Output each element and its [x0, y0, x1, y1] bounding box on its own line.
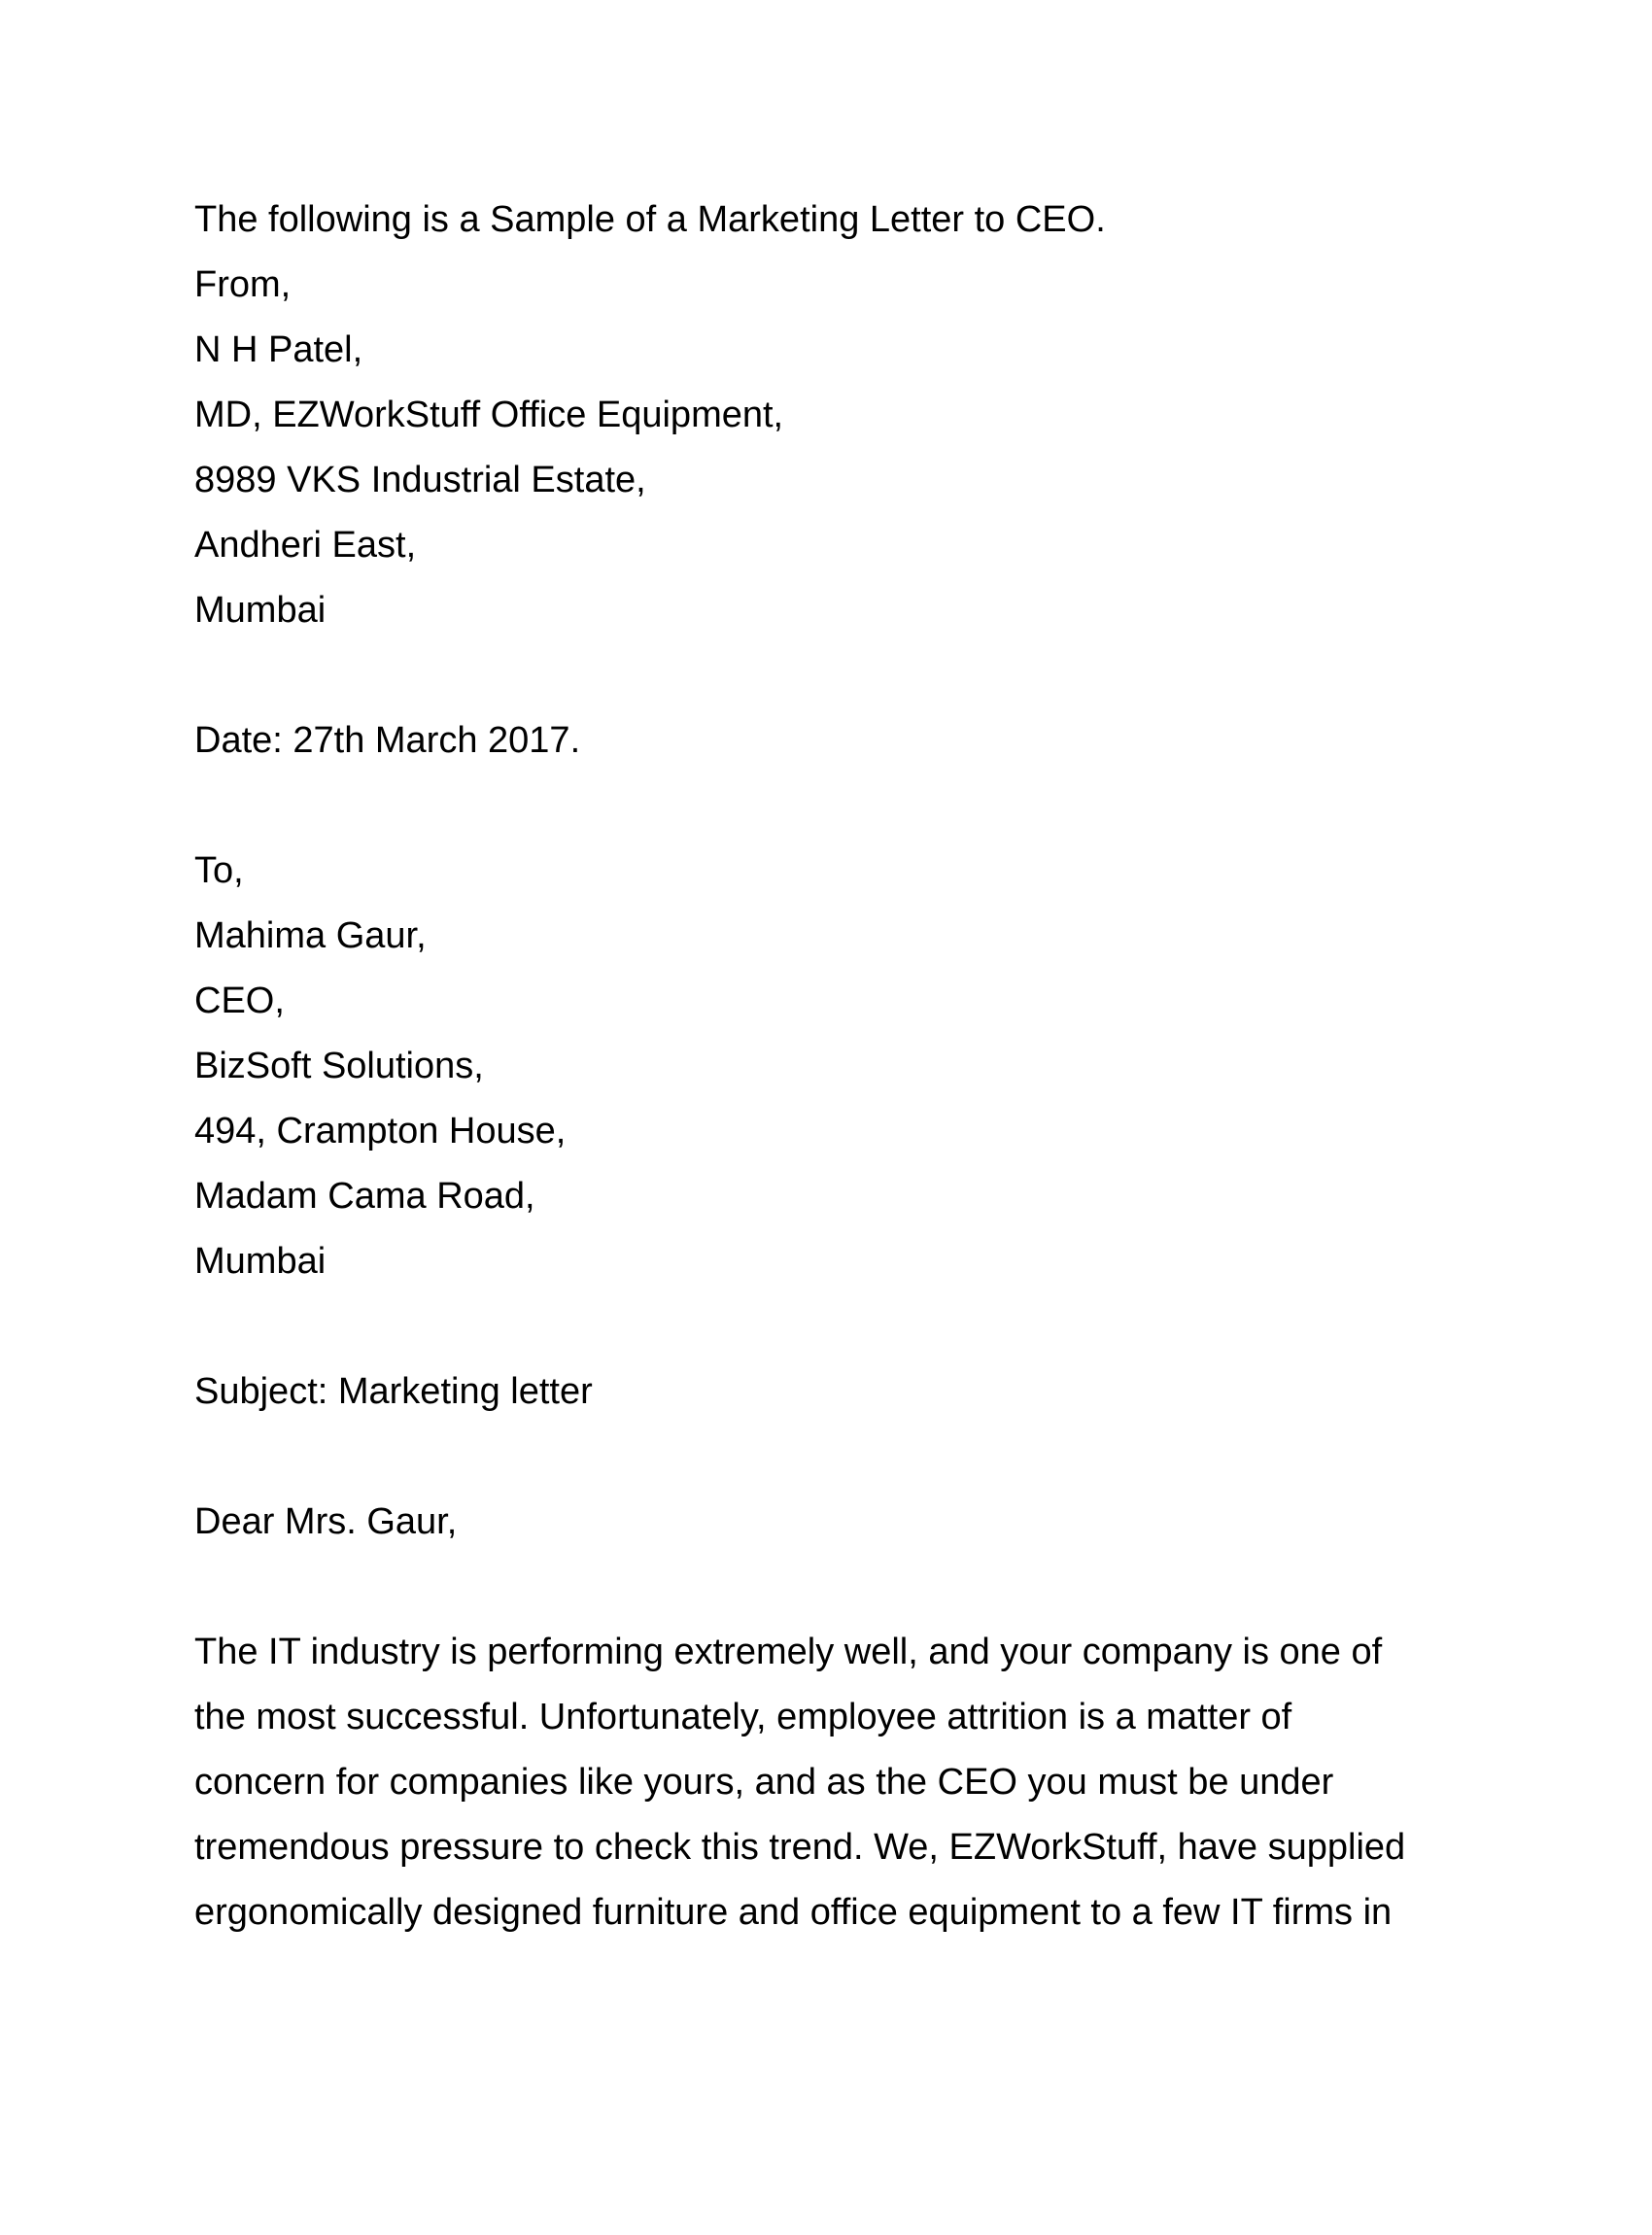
body-line: ergonomically designed furniture and office equipment to a few IT firms in — [194, 1892, 1393, 1933]
sender-address-line: Andheri East, — [194, 525, 417, 566]
body-line: concern for companies like yours, and as the CEO you must be under — [194, 1762, 1334, 1803]
recipient-block — [194, 839, 1477, 1294]
sender-address-line: 8989 VKS Industrial Estate, — [194, 460, 646, 500]
sender-city: Mumbai — [194, 590, 327, 631]
intro-line: The following is a Sample of a Marketing Letter to CEO. — [194, 199, 1106, 240]
recipient-name: Mahima Gaur, — [194, 915, 427, 956]
spacer — [194, 1555, 1477, 1620]
spacer — [194, 774, 1477, 839]
salutation: Dear Mrs. Gaur, — [194, 1501, 458, 1542]
subject-line: Subject: Marketing letter — [194, 1371, 593, 1412]
letter-date: Date: 27th March 2017. — [194, 720, 581, 761]
sender-name: N H Patel, — [194, 329, 363, 370]
body-line: tremendous pressure to check this trend. We, EZWorkStuff, have supplied — [194, 1827, 1406, 1868]
sender-label: From, — [194, 264, 292, 305]
letter — [194, 188, 1477, 1945]
spacer — [194, 643, 1477, 708]
body-line: The IT industry is performing extremely well, and your company is one of — [194, 1632, 1383, 1672]
recipient-company: BizSoft Solutions, — [194, 1046, 484, 1086]
recipient-address-line: 494, Crampton House, — [194, 1111, 567, 1152]
recipient-title: CEO, — [194, 980, 285, 1021]
sender-block — [194, 253, 1477, 643]
recipient-label: To, — [194, 850, 244, 891]
body-line: the most successful. Unfortunately, employee attrition is a matter of — [194, 1697, 1292, 1737]
sender-title: MD, EZWorkStuff Office Equipment, — [194, 395, 784, 435]
recipient-city: Mumbai — [194, 1241, 327, 1282]
spacer — [194, 1425, 1477, 1490]
spacer — [194, 1294, 1477, 1359]
body-paragraph — [194, 1620, 1477, 1945]
recipient-address-line: Madam Cama Road, — [194, 1176, 535, 1217]
